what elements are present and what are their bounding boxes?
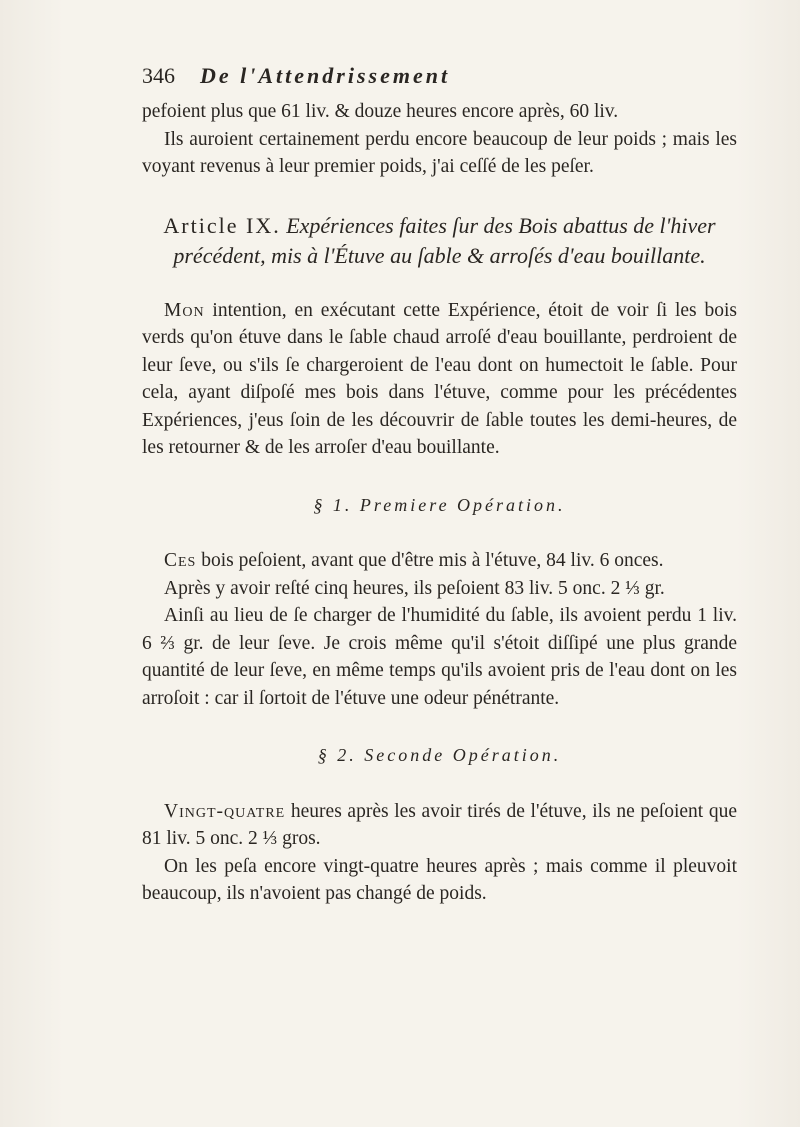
running-title: De l'Attendrissement xyxy=(200,63,451,88)
section-1-first-word: Ces xyxy=(164,550,197,571)
continued-paragraph-line: pefoient plus que 61 liv. & douze heures encore après, 60 liv. xyxy=(142,101,619,122)
section-2-paragraph-1 xyxy=(142,798,737,853)
text-block xyxy=(142,62,737,908)
article-title: Expériences faites ſur des Bois abattus de l'hiver précédent, mis à l'Étuve au ſable & arroſés d'eau bouillante. xyxy=(173,212,716,268)
article-number: Article IX. xyxy=(163,212,281,238)
section-1-paragraph-3: Ainſi au lieu de ſe charger de l'humidité du ſable, ils avoient perdu 1 liv. 6 ⅔ gr. de leur ſeve. Je crois même qu'il s'étoit diſſipé une plus grande quantité de leur ſeve, en même temps qu'ils avoient pris de l'eau dont on les arroſoit : car il ſortoit de l'étuve une odeur pénétrante. xyxy=(142,605,737,709)
intro-text: intention, en exécutant cette Expérience, étoit de voir ſi les bois verds qu'on étuve dans le ſable chaud arroſé d'eau bouillante, perdroient de leur ſeve, ou s'ils ſe chargeroient de l'eau dont on humectoit le ſable. Pour cela, ayant diſpoſé mes bois dans l'étuve, comme pour les précédentes Expériences, j'eus ſoin de les découvrir de ſable toutes les demi-heures, de les retourner & de les arroſer d'eau bouillante. xyxy=(142,299,737,458)
intro-paragraph xyxy=(142,297,737,462)
article-heading xyxy=(142,211,737,271)
section-2-paragraph-2: On les peſa encore vingt-quatre heures après ; mais comme il pleuvoit beaucoup, ils n'avoient pas changé de poids. xyxy=(142,855,737,904)
intro-first-word: Mon xyxy=(164,299,205,321)
continued-paragraph: Ils auroient certainement perdu encore beaucoup de leur poids ; mais les voyant revenus à leur premier poids, j'ai ceſſé de les peſer. xyxy=(142,128,737,177)
section-2-first-word: Vingt-quatre xyxy=(164,800,286,822)
section-1-paragraph-2: Après y avoir reſté cinq heures, ils peſoient 83 liv. 5 onc. 2 ⅓ gr. xyxy=(164,577,665,599)
section-2-heading: § 2. Seconde Opération. xyxy=(317,745,562,765)
section-1-paragraph-1 xyxy=(142,547,737,575)
page-header xyxy=(142,62,737,96)
section-1-text-1: bois peſoient, avant que d'être mis à l'étuve, 84 liv. 6 onces. xyxy=(201,550,664,571)
page-number: 346 xyxy=(142,63,175,88)
section-2-text-1: heures après les avoir tirés de l'étuve, ils ne peſoient que 81 liv. 5 onc. 2 ⅓ gros. xyxy=(142,800,737,849)
section-1-heading: § 1. Premiere Opération. xyxy=(313,494,566,515)
